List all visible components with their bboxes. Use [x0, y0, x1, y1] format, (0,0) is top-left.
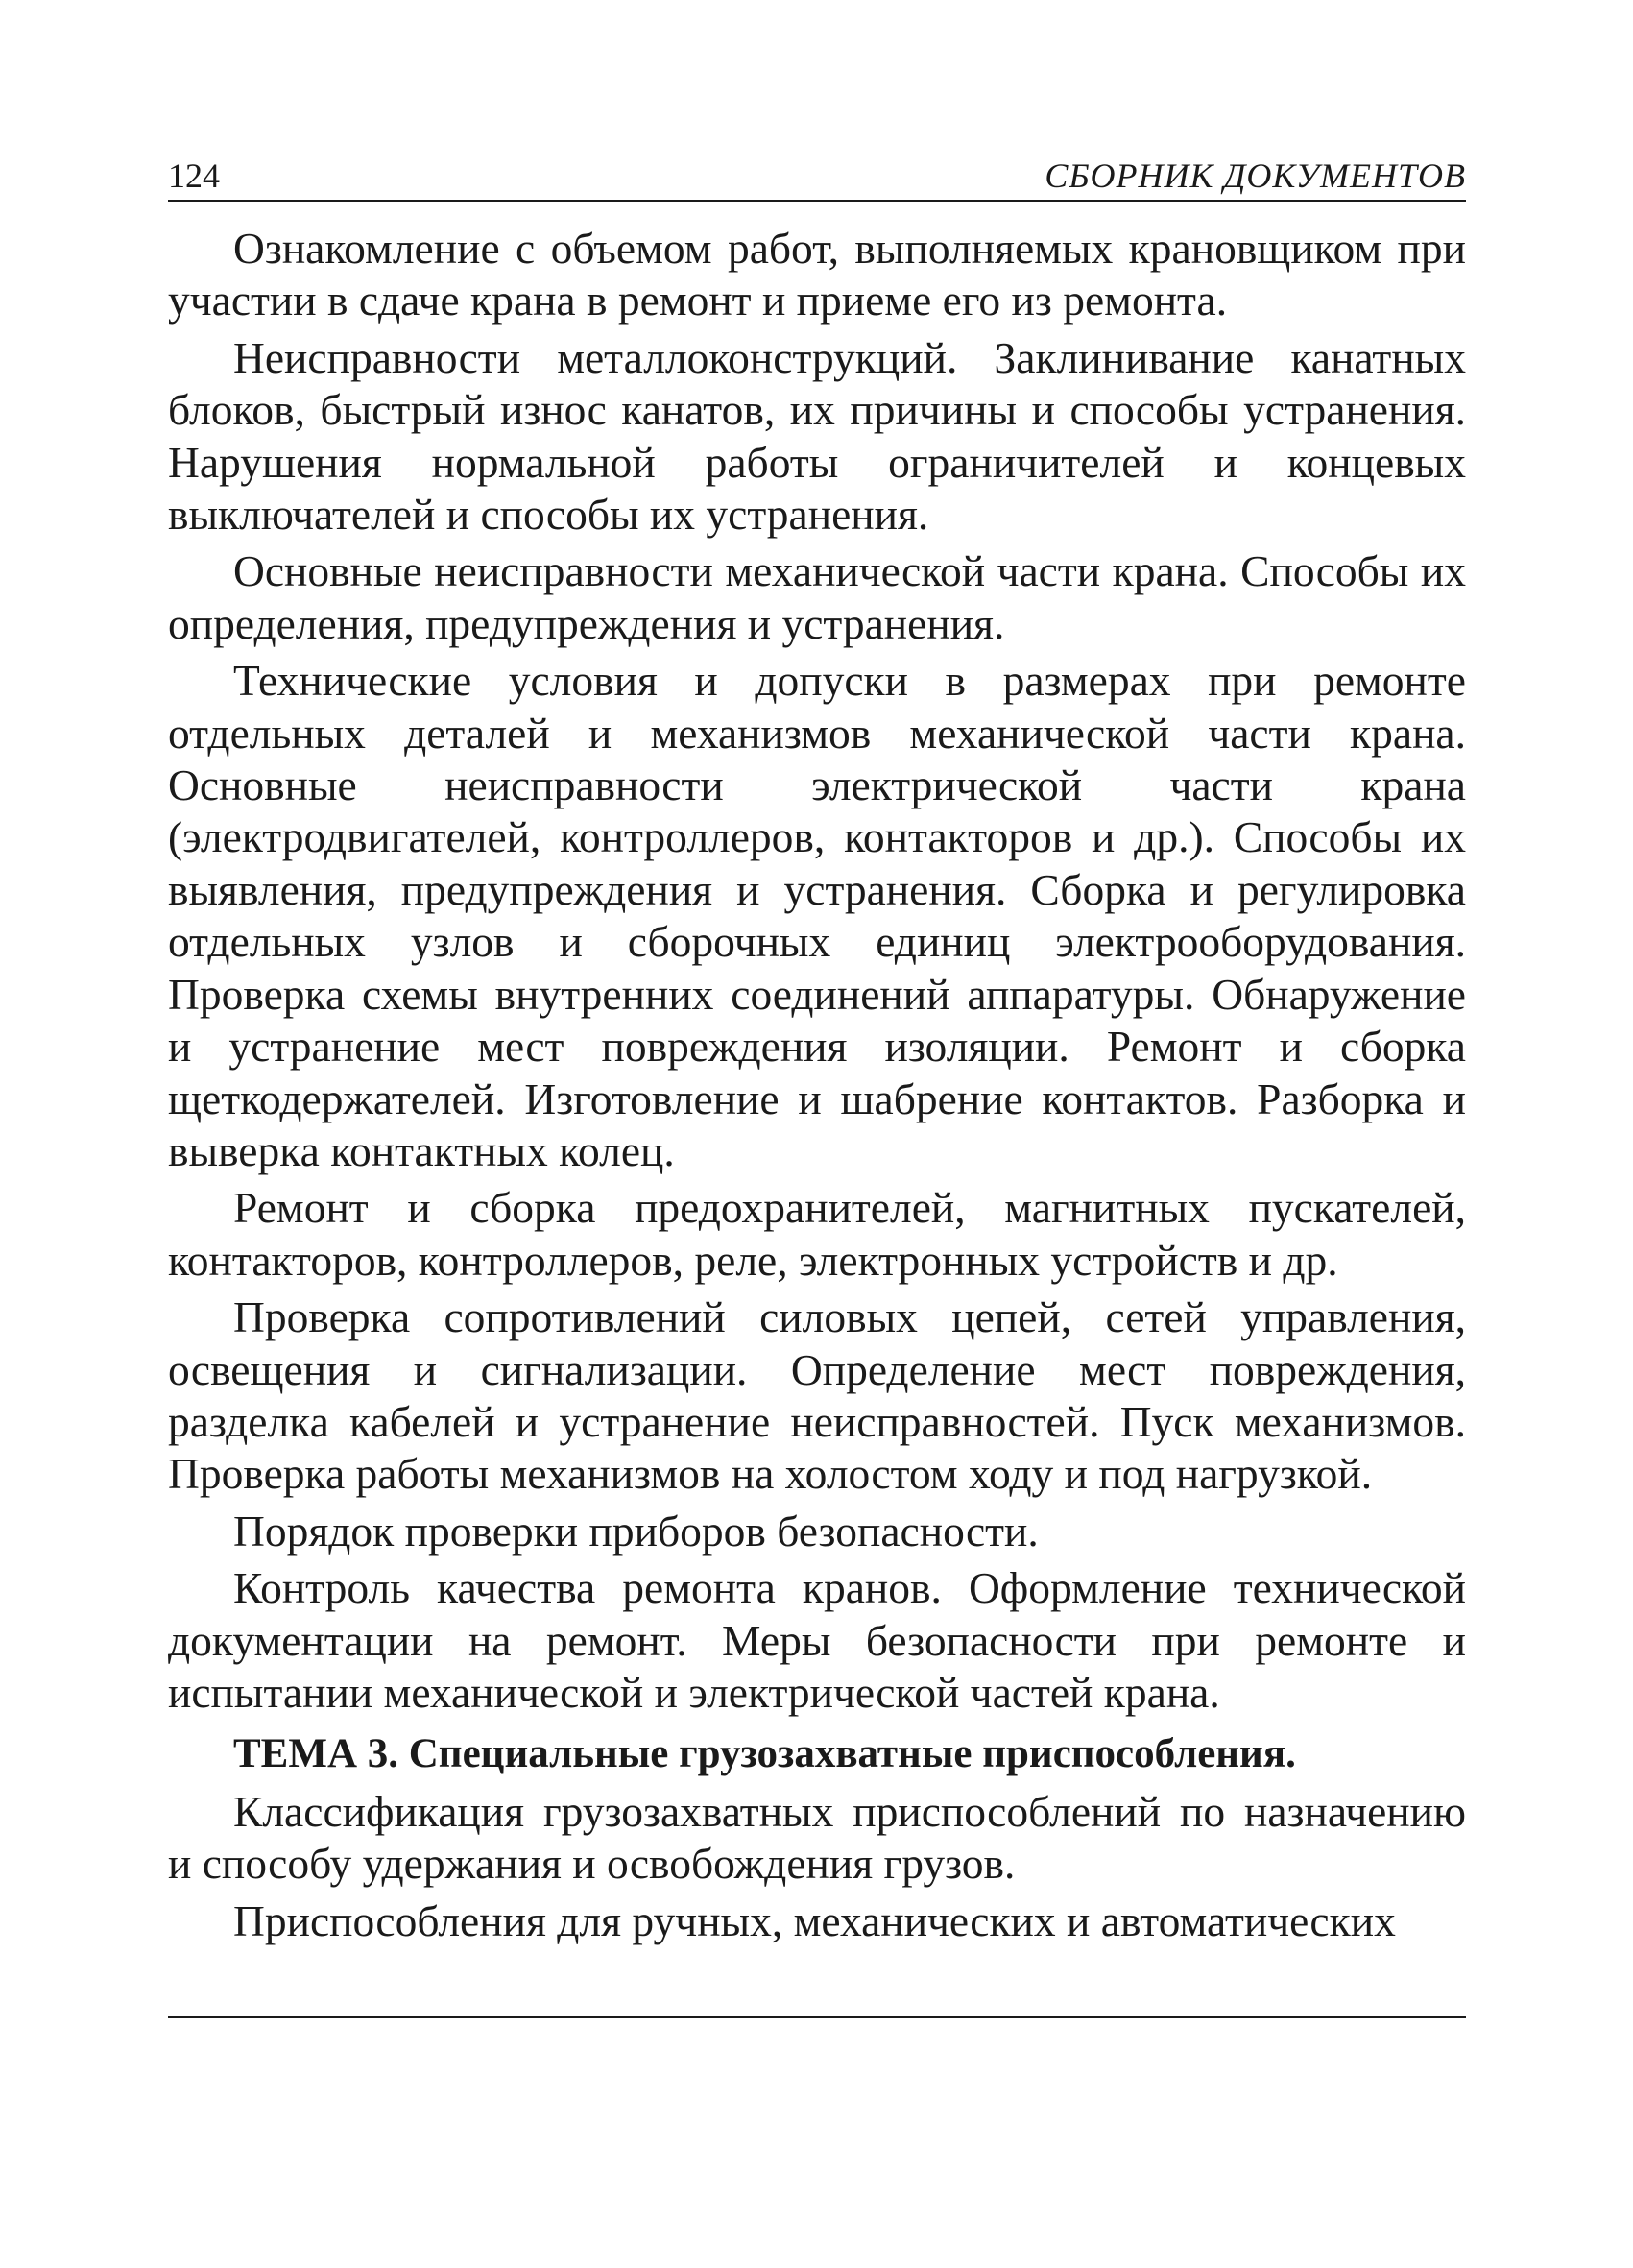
- paragraph: Приспособления для ручных, механических и автоматических: [233, 1895, 1396, 1945]
- paragraph: Порядок проверки приборов безопасности.: [233, 1506, 1039, 1556]
- paragraph: Ознакомление с объемом работ, выполняемых крановщиком при участии в сдаче крана в ремонт и приеме его из ремонта.: [168, 224, 1466, 326]
- header-rule: [168, 200, 1466, 202]
- section-heading: ТЕМА 3. Специальные грузозахватные приспособления.: [233, 1731, 1296, 1777]
- body-text: [168, 223, 1466, 1947]
- paragraph: Контроль качества ремонта кранов. Оформление технической документации на ремонт. Меры безопасности при ремонте и испытании механической и электрической частей крана.: [168, 1563, 1466, 1717]
- paragraph: Технические условия и допуски в размерах при ремонте отдельных деталей и механизмов механической части крана. Основные неисправности электрической части крана (электродвигателей, контроллеров, контакторов и др.). Способы их выявления, предупреждения и устранения. Сборка и регулировка отдельных узлов и сборочных единиц электрооборудования. Проверка схемы внутренних соединений аппаратуры. Обнаружение и устранение мест повреждения изоляции. Ремонт и сборка щеткодержателей. Изготовление и шабрение контактов. Разборка и выверка контактных колец.: [168, 656, 1466, 1175]
- running-head: [168, 144, 1466, 200]
- book-title: СБОРНИК ДОКУМЕНТОВ: [1045, 157, 1466, 195]
- paragraph: Классификация грузозахватных приспособлений по назначению и способу удержания и освобождения грузов.: [168, 1786, 1466, 1889]
- paragraph: Проверка сопротивлений силовых цепей, сетей управления, освещения и сигнализации. Определение мест повреждения, разделка кабелей и устранение неисправностей. Пуск механизмов. Проверка работы механизмов на холостом ходу и под нагрузкой.: [168, 1292, 1466, 1499]
- page-number: 124: [168, 157, 220, 195]
- paragraph: Ремонт и сборка предохранителей, магнитных пускателей, контакторов, контроллеров, реле, электронных устройств и др.: [168, 1183, 1466, 1285]
- page: [168, 144, 1466, 1952]
- paragraph: Основные неисправности механической части крана. Способы их определения, предупреждения и устранения.: [168, 546, 1466, 648]
- footer-rule: [168, 2016, 1466, 2018]
- paragraph: Неисправности металлоконструкций. Заклинивание канатных блоков, быстрый износ канатов, их причины и способы устранения. Нарушения нормальной работы ограничителей и концевых выключателей и способы их устранения.: [168, 332, 1466, 540]
